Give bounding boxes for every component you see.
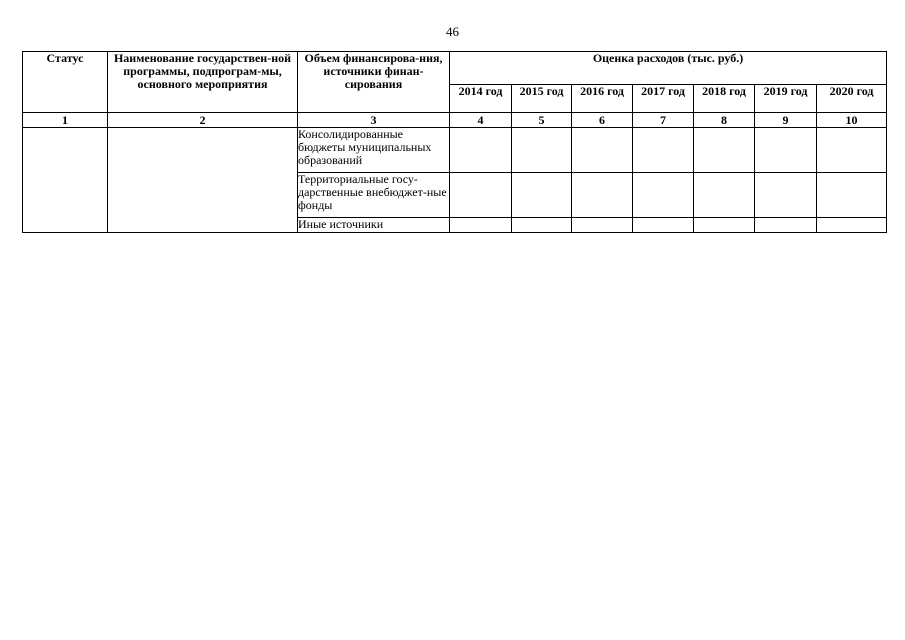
value-cell	[450, 128, 512, 173]
value-cell	[817, 173, 887, 218]
column-number: 2	[108, 113, 298, 128]
year-2016: 2016 год	[572, 84, 633, 112]
value-cell	[694, 173, 755, 218]
column-number: 1	[23, 113, 108, 128]
value-cell	[633, 173, 694, 218]
value-cell	[450, 173, 512, 218]
value-cell	[755, 173, 817, 218]
column-number: 8	[694, 113, 755, 128]
budget-table	[22, 51, 887, 233]
year-2017: 2017 год	[633, 84, 694, 112]
value-cell	[694, 128, 755, 173]
table-row	[23, 128, 887, 173]
column-number: 6	[572, 113, 633, 128]
header-name: Наименование государствен-ной программы, подпрограм-мы, основного мероприятия	[108, 52, 298, 113]
column-number: 10	[817, 113, 887, 128]
source-cell: Консолидированные бюджеты муниципальных образований	[298, 128, 450, 173]
value-cell	[572, 128, 633, 173]
header-estimate: Оценка расходов (тыс. руб.)	[450, 52, 887, 85]
value-cell	[512, 173, 572, 218]
value-cell	[633, 128, 694, 173]
value-cell	[512, 218, 572, 233]
column-number: 3	[298, 113, 450, 128]
status-cell	[23, 128, 108, 233]
year-2019: 2019 год	[755, 84, 817, 112]
value-cell	[633, 218, 694, 233]
header-row	[23, 52, 887, 85]
header-financing: Объем финансирова-ния, источники финан-сирования	[298, 52, 450, 113]
value-cell	[817, 128, 887, 173]
value-cell	[755, 128, 817, 173]
value-cell	[512, 128, 572, 173]
year-2018: 2018 год	[694, 84, 755, 112]
column-numbers-row	[23, 113, 887, 128]
page-number: 46	[446, 24, 459, 39]
name-cell	[108, 128, 298, 233]
value-cell	[450, 218, 512, 233]
column-number: 4	[450, 113, 512, 128]
column-number: 7	[633, 113, 694, 128]
source-cell: Иные источники	[298, 218, 450, 233]
year-2015: 2015 год	[512, 84, 572, 112]
value-cell	[572, 218, 633, 233]
value-cell	[694, 218, 755, 233]
column-number: 5	[512, 113, 572, 128]
column-number: 9	[755, 113, 817, 128]
value-cell	[817, 218, 887, 233]
year-2014: 2014 год	[450, 84, 512, 112]
header-status: Статус	[23, 52, 108, 113]
value-cell	[572, 173, 633, 218]
value-cell	[755, 218, 817, 233]
source-cell: Территориальные госу-дарственные внебюджет-ные фонды	[298, 173, 450, 218]
year-2020: 2020 год	[817, 84, 887, 112]
